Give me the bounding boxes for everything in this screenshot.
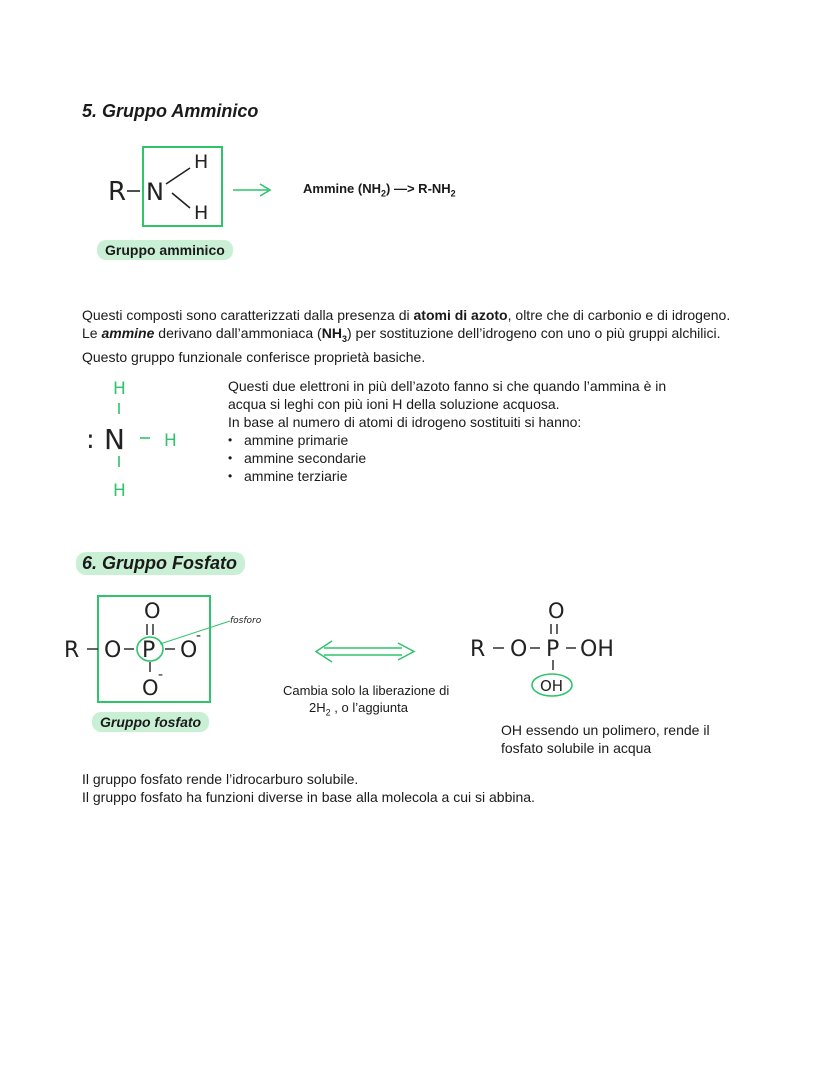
amino-r-atom: R (108, 177, 127, 207)
phosphate-caption: Cambia solo la liberazione di $2H_2$ , o l’aggiunta (283, 683, 450, 718)
phosphate-closing-text: Il gruppo fosfato rende l’idrocarburo solubile. Il gruppo fosfato ha funzioni diverse in base alla molecola a cui si abbina. (82, 771, 535, 805)
acid-oh-bottom: OH (540, 677, 564, 695)
amine-description: Questi composti sono caratterizzati dalla presenza di atomi di azoto, oltre che di carbonio e di idrogeno. Le ammine derivano dall’ammoniaca $(NH_3)$ per sostituzione dell’idrogeno con uno o più gruppi alchilici. Questo gruppo funzionale conferisce proprietà basiche. (82, 307, 731, 365)
amino-group-structure (100, 140, 300, 230)
acid-p-atom: P (546, 637, 560, 662)
amine-reaction: Ammine $(NH_2)$ —> $R-NH_2$ (303, 181, 456, 199)
ammonia-structure (80, 375, 200, 503)
section-title-fosfato: 6. Gruppo Fosfato (76, 553, 245, 574)
ammonia-lone-pair: : (86, 425, 95, 455)
acid-o-atom: O (510, 637, 528, 662)
list-item: • ammine secondarie (228, 449, 728, 467)
phosphate-o-right: O (180, 638, 198, 663)
phosphate-o-left: O (104, 638, 122, 663)
phosphate-o-bottom: O (142, 676, 159, 700)
phosphate-group-structure (60, 592, 280, 704)
section-title-amminico: 5. Gruppo Amminico (82, 101, 259, 121)
acid-oh-right: OH (580, 637, 614, 662)
phosphate-acid-structure (466, 596, 626, 702)
phosphate-charge-right: - (196, 628, 202, 644)
ammonia-note: Questi due elettroni in più dell’azoto fanno si che quando l’ammina è in acqua si leghi con più ioni H della soluzione acquosa. In base al numero di atomi di idrogeno sostituiti si hanno: • ammine primarie • ammine secondarie • ammine terziarie (228, 377, 728, 485)
ammonia-h-right: H (164, 431, 177, 451)
ammonia-h-bottom: H (113, 481, 126, 501)
phosphorus-annotation: fosforo (230, 616, 262, 626)
phosphate-p-atom: P (142, 638, 156, 663)
acid-r-atom: R (470, 637, 486, 662)
amino-h-top: H (194, 151, 209, 173)
ammonia-h-top: H (113, 379, 126, 399)
oh-note: OH essendo un polimero, rende il fosfato solubile in acqua (501, 722, 710, 756)
double-arrow-icon (310, 637, 420, 667)
acid-o-top: O (548, 599, 565, 623)
ammonia-n-atom: N (104, 423, 125, 456)
amine-types-list (228, 431, 728, 485)
list-item: • ammine primarie (228, 431, 728, 449)
amino-n-atom: N (146, 178, 164, 206)
label-gruppo-amminico: Gruppo amminico (97, 240, 233, 260)
label-gruppo-fosfato: Gruppo fosfato (92, 712, 209, 732)
phosphate-o-top: O (144, 599, 161, 623)
phosphate-charge-bottom: - (158, 667, 164, 683)
list-item: • ammine terziarie (228, 467, 728, 485)
amino-h-bottom: H (194, 202, 209, 224)
phosphate-r-atom: R (64, 638, 80, 663)
